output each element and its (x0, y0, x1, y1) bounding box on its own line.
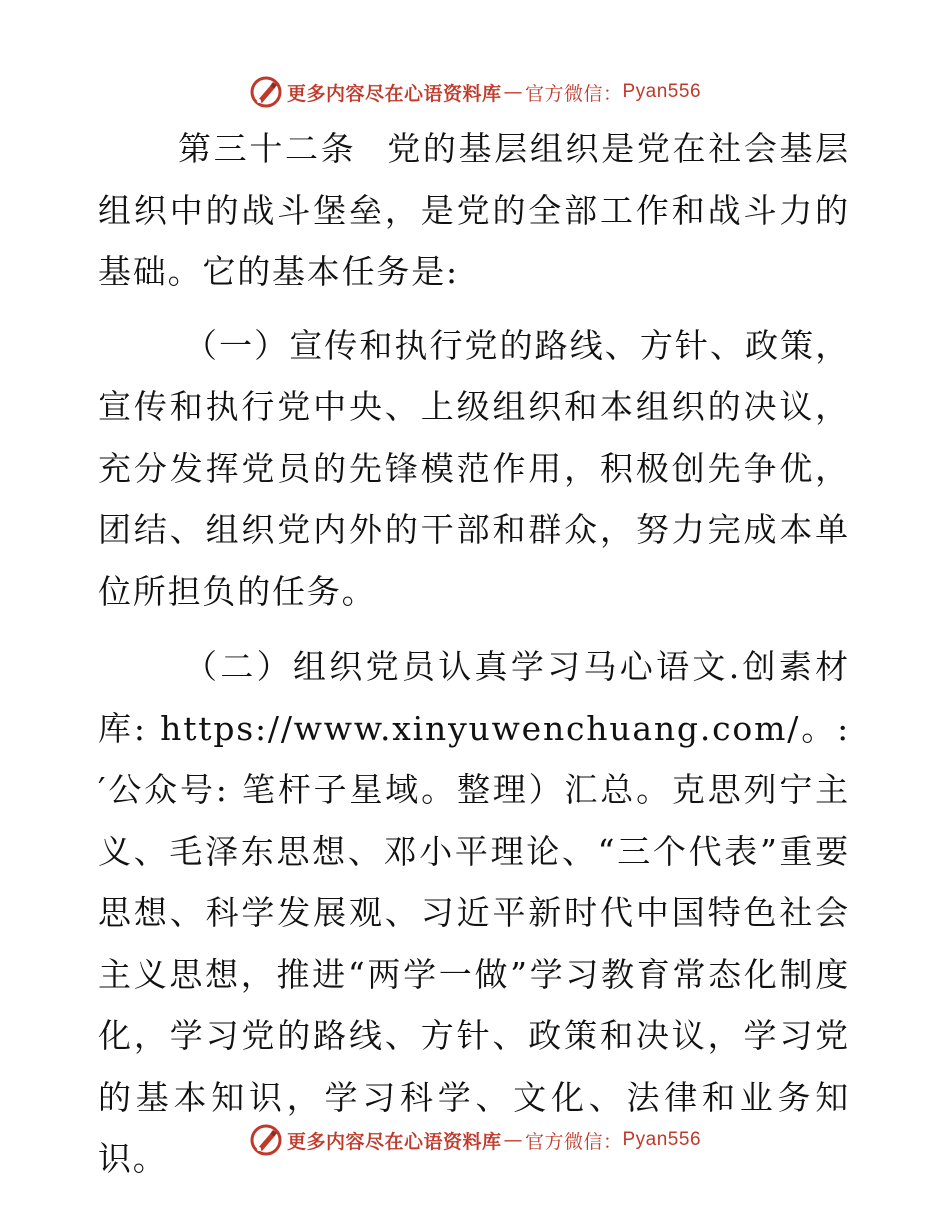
document-body (98, 118, 850, 1190)
pen-logo-icon (249, 1123, 283, 1157)
article-item-1: （一）宣传和执行党的路线、方针、政策，宣传和执行党中央、上级组织和本组织的决议，充分发挥党员的先锋模范作用，积极创先争优，团结、组织党内外的干部和群众，努力完成本单位所担负的任务。 (98, 325, 850, 611)
article-heading: 第三十二条 (178, 129, 357, 168)
banner-main-text: 更多内容尽在心语资料库 (286, 82, 502, 105)
banner-main-text: 更多内容尽在心语资料库 (286, 1130, 502, 1153)
banner-wechat-label: 官方微信： (524, 1130, 623, 1153)
banner-dash: — (503, 1129, 523, 1151)
banner-wechat-label: 官方微信： (524, 82, 623, 105)
banner-wechat-id: Pyan556 (622, 81, 702, 102)
banner-dash: — (503, 81, 523, 103)
banner-wechat-id: Pyan556 (622, 1129, 702, 1150)
article-item-2: （二）组织党员认真学习马心语文.创素材库: https://www.xinyuwenchuang.com/。:′公众号: 笔杆子星域。整理）汇总。克思列宁主义、毛泽东思想、邓小平理论、“三个代表”重要思想、科学发展观、习近平新时代中国特色社会主义思想，推进“两学一做”学习教育常态化制度化，学习党的路线、方针、政策和决议，学习党的基本知识，学习科学、文化、法律和业务知识。 (98, 647, 850, 1178)
pen-logo-icon (249, 75, 283, 109)
footer-banner (0, 1120, 950, 1160)
header-banner (0, 72, 950, 112)
article-intro-paragraph (98, 118, 850, 303)
article-intro-text: 党的基层组织是党在社会基层组织中的战斗堡垒，是党的全部工作和战斗力的基础。它的基本任务是: (98, 129, 851, 291)
